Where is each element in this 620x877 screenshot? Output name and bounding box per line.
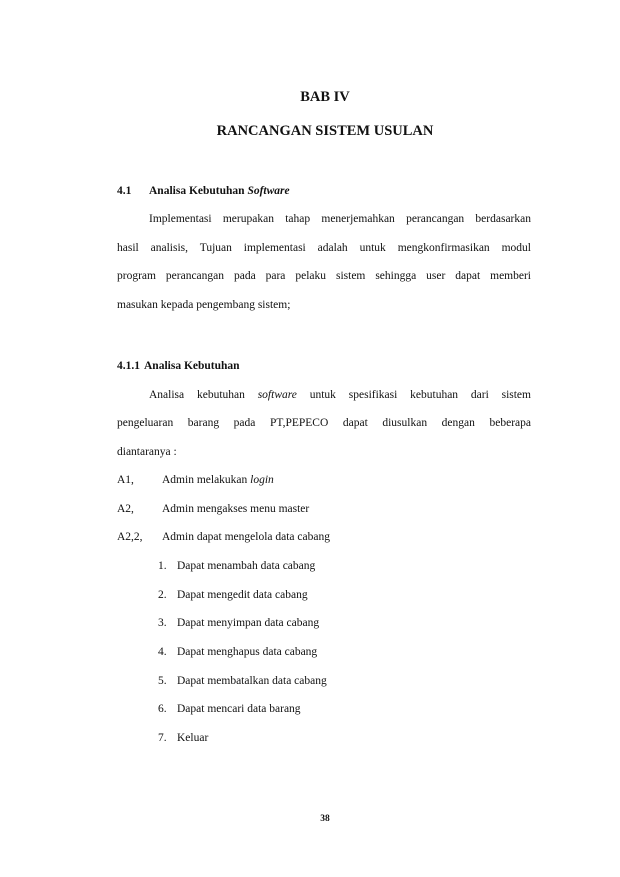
subsection-title: Analisa Kebutuhan <box>144 360 240 372</box>
list-item <box>158 560 315 572</box>
list-item-text: Dapat menambah data cabang <box>177 560 316 572</box>
page-number: 38 <box>320 814 330 824</box>
paragraph-text: untuk spesifikasi kebutuhan dari sistem <box>296 389 531 401</box>
list-item-text: Dapat mengedit data cabang <box>177 589 308 601</box>
list-item-text: Dapat mencari data barang <box>177 703 301 715</box>
chapter-label: BAB IV <box>300 89 350 105</box>
list-item-number: 1. <box>158 560 167 572</box>
list-item-number: 7. <box>158 732 167 744</box>
list-item-number: 4. <box>158 646 167 658</box>
list-item <box>158 589 308 601</box>
requirement-text-italic: login <box>250 474 274 486</box>
list-item <box>158 703 301 715</box>
list-item <box>158 646 317 658</box>
section-title: Analisa Kebutuhan <box>149 185 248 197</box>
paragraph-line: diantaranya : <box>117 446 177 458</box>
subsection-heading <box>117 360 240 372</box>
requirement-code: A1, <box>117 474 134 486</box>
paragraph-line: program perancangan pada para pelaku sistem sehingga user dapat memberi <box>117 270 531 282</box>
list-item <box>158 732 208 744</box>
chapter-title: RANCANGAN SISTEM USULAN <box>216 123 434 139</box>
requirement-code: A2,2, <box>117 531 143 543</box>
requirement-text <box>162 474 274 486</box>
list-item-number: 5. <box>158 675 167 687</box>
paragraph-line: hasil analisis, Tujuan implementasi adalah untuk mengkonfirmasikan modul <box>117 242 531 254</box>
requirement-text: Admin dapat mengelola data cabang <box>162 531 330 543</box>
paragraph-line: masukan kepada pengembang sistem; <box>117 299 291 311</box>
subsection-number: 4.1.1 <box>117 360 140 372</box>
paragraph-line <box>149 389 531 401</box>
list-item-number: 3. <box>158 617 167 629</box>
requirement-text: Admin mengakses menu master <box>162 503 310 515</box>
paragraph-line: pengeluaran barang pada PT,PEPECO dapat diusulkan dengan beberapa <box>117 417 531 429</box>
paragraph-italic: software <box>257 389 297 401</box>
list-item-number: 6. <box>158 703 167 715</box>
list-item <box>158 617 319 629</box>
list-item-text: Dapat membatalkan data cabang <box>177 675 327 687</box>
list-item-number: 2. <box>158 589 167 601</box>
requirement-text-plain: Admin melakukan <box>162 474 251 486</box>
requirement-code: A2, <box>117 503 134 515</box>
section-heading <box>117 185 290 197</box>
list-item-text: Dapat menyimpan data cabang <box>177 617 320 629</box>
list-item <box>158 675 327 687</box>
section-number: 4.1 <box>117 185 132 197</box>
section-title-italic: Software <box>247 185 290 197</box>
list-item-text: Keluar <box>177 732 209 744</box>
list-item-text: Dapat menghapus data cabang <box>177 646 318 658</box>
paragraph-text: Analisa kebutuhan <box>149 389 258 401</box>
paragraph-line: Implementasi merupakan tahap menerjemahkan perancangan berdasarkan <box>149 213 531 225</box>
